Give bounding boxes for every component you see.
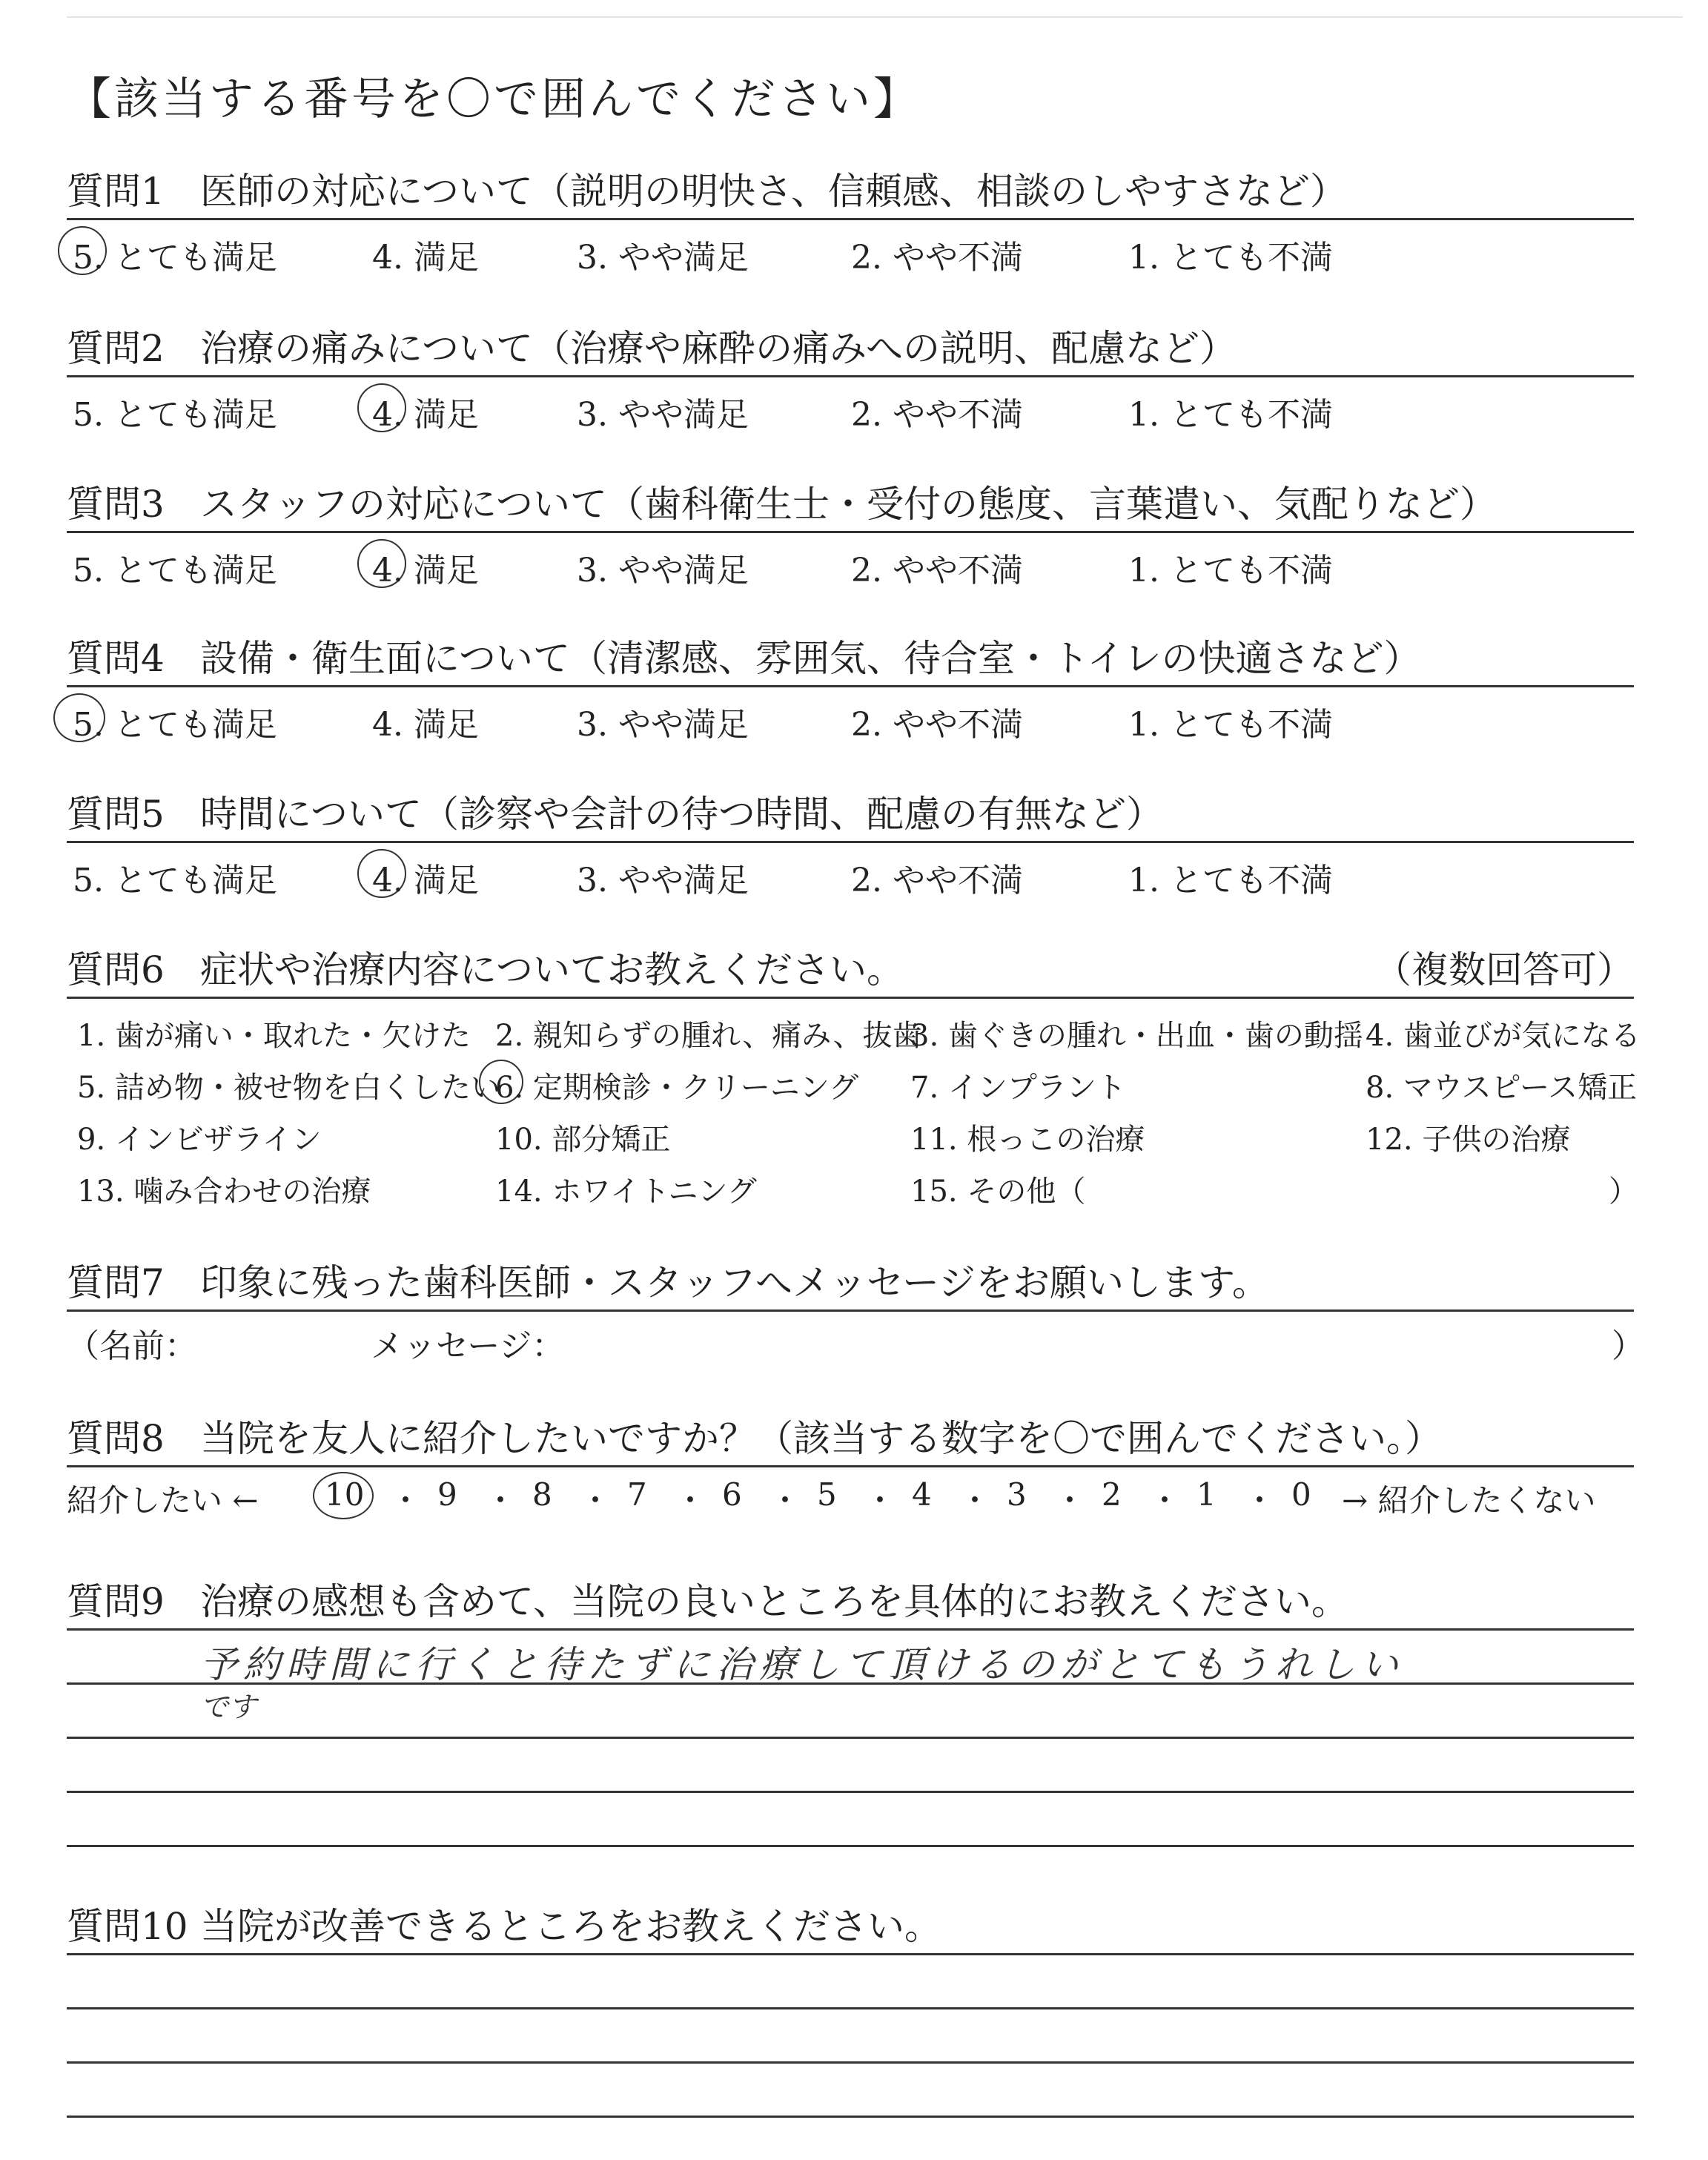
answer-line [67,2064,1634,2118]
symptom-option[interactable]: 5. 詰め物・被せ物を白くしたい [77,1071,500,1105]
other-close-paren: ） [1609,1175,1638,1209]
question-2 [67,319,1634,437]
option-3[interactable]: 3. やや満足 [577,552,749,589]
question-number: 質問1 [67,170,165,213]
symptom-option[interactable]: 7. インプラント [910,1071,1126,1105]
option-4[interactable]: 4. 満足 [372,862,479,899]
option-2[interactable]: 2. やや不満 [851,552,1023,589]
scale-dot: ・ [675,1482,706,1519]
question-text: 印象に残った歯科医師・スタッフへメッセージをお願いします。 [200,1261,1269,1304]
rating-options [67,843,1634,902]
option-5[interactable]: 5. とても満足 [73,706,277,744]
symptom-option[interactable]: 1. 歯が痛い・取れた・欠けた [77,1019,471,1053]
question-number: 質問4 [67,637,165,680]
message-label: メッセージ： [371,1327,565,1365]
question-4-header [67,629,1634,685]
answer-line [67,2009,1634,2064]
question-9 [67,1572,1634,1847]
question-number: 質問7 [67,1261,165,1304]
question-text: 設備・衛生面について（清潔感、雰囲気、待合室・トイレの快適さなど） [200,637,1421,680]
answer-lines[interactable] [67,1955,1634,2118]
symptom-option[interactable]: 4. 歯並びが気になる [1366,1019,1641,1053]
question-number: 質問2 [67,327,165,370]
question-6-header [67,940,1634,997]
question-text: 当院が改善できるところをお教えください。 [200,1905,941,1948]
question-number: 質問10 [67,1905,188,1948]
scale-7[interactable]: 7 [627,1476,647,1513]
option-2[interactable]: 2. やや不満 [851,706,1023,744]
rating-options [67,377,1634,437]
answer-line [67,1739,1634,1793]
scale-4[interactable]: 4 [912,1476,932,1513]
option-3[interactable]: 3. やや満足 [577,239,749,277]
scale-0[interactable]: 0 [1291,1476,1311,1513]
close-paren: ） [1612,1327,1644,1365]
question-3-header [67,475,1634,531]
question-8 [67,1409,1634,1522]
scale-dot: ・ [864,1482,896,1519]
question-5 [67,785,1634,902]
name-label: （名前： [67,1327,197,1365]
scale-dot: ・ [1149,1482,1181,1519]
question-text: 医師の対応について（説明の明快さ、信頼感、相談のしやすさなど） [200,170,1347,213]
scale-dot: ・ [390,1482,422,1519]
scale-3[interactable]: 3 [1007,1476,1027,1513]
question-10-header [67,1897,1634,1953]
scale-1[interactable]: 1 [1196,1476,1217,1513]
option-3[interactable]: 3. やや満足 [577,706,749,744]
page-title: 【該当する番号を〇で囲んでください】 [67,73,921,125]
option-5[interactable]: 5. とても満足 [73,239,277,277]
question-number: 質問5 [67,793,165,836]
question-5-header [67,785,1634,841]
scale-dot: ・ [485,1482,517,1519]
symptom-options [67,999,1641,1214]
question-text: 治療の感想も含めて、当院の良いところを具体的にお教えください。 [200,1580,1348,1623]
option-3[interactable]: 3. やや満足 [577,862,749,899]
question-number: 質問9 [67,1580,165,1623]
answer-lines[interactable] [67,1631,1634,1847]
option-2[interactable]: 2. やや不満 [851,862,1023,899]
recommend-scale [67,1467,1634,1522]
option-2[interactable]: 2. やや不満 [851,239,1023,277]
answer-line [67,1793,1634,1847]
option-1[interactable]: 1. とても不満 [1128,552,1333,589]
symptom-option[interactable]: 14. ホワイトニング [495,1175,757,1209]
question-1 [67,162,1634,280]
top-border [67,16,1683,18]
option-5[interactable]: 5. とても満足 [73,552,277,589]
question-text: 当院を友人に紹介したいですか？（該当する数字を〇で囲んでください。） [200,1417,1442,1460]
scale-6[interactable]: 6 [722,1476,742,1513]
option-4[interactable]: 4. 満足 [372,239,479,277]
question-10 [67,1897,1634,2118]
scale-8[interactable]: 8 [532,1476,552,1513]
question-text: 時間について（診察や会計の待つ時間、配慮の有無など） [200,793,1163,836]
option-1[interactable]: 1. とても不満 [1128,396,1333,434]
rating-options [67,533,1634,592]
scale-dot: ・ [959,1482,991,1519]
question-number: 質問3 [67,483,165,526]
scale-2[interactable]: 2 [1102,1476,1122,1513]
option-1[interactable]: 1. とても不満 [1128,706,1333,744]
multiple-answer-note: （複数回答可） [1374,948,1634,991]
question-1-header [67,162,1634,218]
question-4 [67,629,1634,747]
handwritten-answer: 予約時間に行くと待たずに治療して頂けるのがとてもうれしい [200,1643,1404,1686]
symptom-option[interactable]: 3. 歯ぐきの腫れ・出血・歯の動揺 [910,1019,1363,1053]
option-4[interactable]: 4. 満足 [372,552,479,589]
option-5[interactable]: 5. とても満足 [73,862,277,899]
answer-line [67,1955,1634,2009]
question-9-header [67,1572,1634,1628]
other-option[interactable]: 15. その他（ [910,1175,1086,1209]
question-2-header [67,319,1634,375]
option-4[interactable]: 4. 満足 [372,396,479,434]
option-1[interactable]: 1. とても不満 [1128,239,1333,277]
scale-dot: ・ [1054,1482,1086,1519]
question-8-header [67,1409,1634,1465]
symptom-option[interactable]: 13. 噛み合わせの治療 [77,1175,371,1209]
question-3 [67,475,1634,592]
symptom-option[interactable]: 10. 部分矯正 [495,1123,671,1157]
recommend-left-label: 紹介したい ← [67,1482,259,1519]
symptom-option[interactable]: 2. 親知らずの腫れ、痛み、抜歯 [495,1019,922,1053]
symptom-option[interactable]: 8. マウスピース矯正 [1366,1071,1638,1105]
symptom-option[interactable]: 12. 子供の治療 [1366,1123,1571,1157]
option-2[interactable]: 2. やや不満 [851,396,1023,434]
question-7 [67,1253,1644,1365]
handwritten-answer-continued: です [200,1691,257,1723]
rating-options [67,687,1634,747]
scale-10[interactable]: 10 [325,1476,365,1513]
option-1[interactable]: 1. とても不満 [1128,862,1333,899]
symptom-option[interactable]: 9. インビザライン [77,1123,322,1157]
scale-dot: ・ [769,1482,801,1519]
scale-9[interactable]: 9 [437,1476,457,1513]
option-5[interactable]: 5. とても満足 [73,396,277,434]
question-7-header [67,1253,1634,1309]
question-text: スタッフの対応について（歯科衛生士・受付の態度、言葉遣い、気配りなど） [200,483,1497,526]
scale-5[interactable]: 5 [817,1476,837,1513]
question-6 [67,940,1641,1214]
question-number: 質問6 [67,948,165,991]
question-number: 質問8 [67,1417,165,1460]
recommend-right-label: → 紹介したくない [1342,1482,1596,1519]
answer-line [67,1685,1634,1739]
symptom-option[interactable]: 11. 根っこの治療 [910,1123,1145,1157]
rating-options [67,220,1634,280]
question-text: 治療の痛みについて（治療や麻酔の痛みへの説明、配慮など） [200,327,1237,370]
option-4[interactable]: 4. 満足 [372,706,479,744]
symptom-option[interactable]: 6. 定期検診・クリーニング [495,1071,859,1105]
scale-dot: ・ [580,1482,612,1519]
question-text: 症状や治療内容についてお教えください。 [200,948,904,991]
option-3[interactable]: 3. やや満足 [577,396,749,434]
message-field[interactable] [67,1312,1644,1365]
scale-dot: ・ [1244,1482,1276,1519]
